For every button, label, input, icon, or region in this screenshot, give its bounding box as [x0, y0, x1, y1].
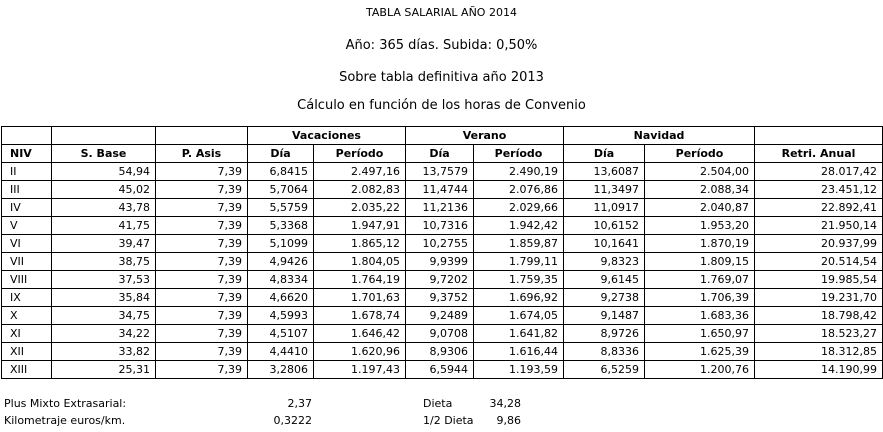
cell-vacaciones-dia: 5,1099: [248, 235, 314, 253]
cell-vacaciones-dia: 4,4410: [248, 343, 314, 361]
cell-vacaciones-dia: 5,3368: [248, 217, 314, 235]
cell-s-base: 37,53: [52, 271, 156, 289]
header-empty: [156, 127, 248, 145]
cell-verano-dia: 10,2755: [406, 235, 474, 253]
cell-vacaciones-periodo: 1.947,91: [314, 217, 406, 235]
table-row: [2, 361, 883, 379]
table-row: [2, 199, 883, 217]
cell-navidad-dia: 8,9726: [564, 325, 645, 343]
kilometraje-label: Kilometraje euros/km.: [4, 414, 126, 427]
cell-navidad-periodo: 1.809,15: [645, 253, 755, 271]
cell-verano-periodo: 1.859,87: [474, 235, 564, 253]
table-row: [2, 181, 883, 199]
cell-niv: IV: [2, 199, 52, 217]
cell-niv: IX: [2, 289, 52, 307]
header-verano: Verano: [406, 127, 564, 145]
footer-row-kilometraje: [0, 412, 883, 430]
cell-p-asis: 7,39: [156, 361, 248, 379]
cell-vacaciones-dia: 4,9426: [248, 253, 314, 271]
table-row: [2, 235, 883, 253]
plus-mixto-label: Plus Mixto Extrasarial:: [4, 397, 127, 410]
cell-retri-anual: 20.514,54: [755, 253, 883, 271]
cell-vacaciones-periodo: 1.764,19: [314, 271, 406, 289]
header-vacaciones: Vacaciones: [248, 127, 406, 145]
cell-verano-periodo: 2.029,66: [474, 199, 564, 217]
cell-niv: II: [2, 163, 52, 181]
cell-retri-anual: 19.985,54: [755, 271, 883, 289]
cell-niv: XII: [2, 343, 52, 361]
cell-s-base: 43,78: [52, 199, 156, 217]
cell-navidad-dia: 9,8323: [564, 253, 645, 271]
cell-verano-dia: 9,3752: [406, 289, 474, 307]
table-row: [2, 217, 883, 235]
table-row: [2, 271, 883, 289]
cell-verano-periodo: 1.942,42: [474, 217, 564, 235]
header-navidad-periodo: Período: [645, 145, 755, 163]
cell-s-base: 39,47: [52, 235, 156, 253]
cell-verano-dia: 8,9306: [406, 343, 474, 361]
cell-navidad-dia: 6,5259: [564, 361, 645, 379]
cell-navidad-dia: 8,8336: [564, 343, 645, 361]
cell-verano-dia: 6,5944: [406, 361, 474, 379]
cell-navidad-periodo: 1.650,97: [645, 325, 755, 343]
cell-niv: VII: [2, 253, 52, 271]
cell-verano-dia: 9,0708: [406, 325, 474, 343]
cell-vacaciones-periodo: 2.035,22: [314, 199, 406, 217]
dieta-value: 34,28: [489, 397, 521, 410]
cell-verano-dia: 9,7202: [406, 271, 474, 289]
cell-p-asis: 7,39: [156, 181, 248, 199]
header-retri-anual: Retri. Anual: [755, 145, 883, 163]
plus-mixto-value: 2,37: [287, 397, 312, 410]
cell-vacaciones-periodo: 1.678,74: [314, 307, 406, 325]
cell-verano-dia: 11,4744: [406, 181, 474, 199]
cell-vacaciones-periodo: 1.620,96: [314, 343, 406, 361]
cell-navidad-dia: 11,3497: [564, 181, 645, 199]
table-row: [2, 343, 883, 361]
group-header-row: [2, 127, 883, 145]
cell-vacaciones-periodo: 1.865,12: [314, 235, 406, 253]
header-vacaciones-dia: Día: [248, 145, 314, 163]
cell-navidad-periodo: 1.870,19: [645, 235, 755, 253]
cell-niv: XIII: [2, 361, 52, 379]
header-niv: NIV: [2, 145, 52, 163]
header-p-asis: P. Asis: [156, 145, 248, 163]
table-row: [2, 163, 883, 181]
cell-p-asis: 7,39: [156, 199, 248, 217]
cell-vacaciones-dia: 4,6620: [248, 289, 314, 307]
cell-s-base: 34,75: [52, 307, 156, 325]
cell-p-asis: 7,39: [156, 271, 248, 289]
table-row: [2, 289, 883, 307]
cell-navidad-dia: 9,6145: [564, 271, 645, 289]
header-verano-dia: Día: [406, 145, 474, 163]
cell-verano-periodo: 1.696,92: [474, 289, 564, 307]
cell-s-base: 25,31: [52, 361, 156, 379]
cell-p-asis: 7,39: [156, 307, 248, 325]
cell-niv: VIII: [2, 271, 52, 289]
footer-row-plus-dieta: [0, 395, 883, 413]
cell-verano-dia: 9,2489: [406, 307, 474, 325]
cell-vacaciones-dia: 4,8334: [248, 271, 314, 289]
cell-retri-anual: 23.451,12: [755, 181, 883, 199]
cell-navidad-dia: 10,6152: [564, 217, 645, 235]
column-header-row: [2, 145, 883, 163]
header-empty: [755, 127, 883, 145]
header-s-base: S. Base: [52, 145, 156, 163]
cell-verano-dia: 9,9399: [406, 253, 474, 271]
year-subtitle: Año: 365 días. Subida: 0,50%: [345, 38, 538, 53]
header-navidad-dia: Día: [564, 145, 645, 163]
cell-vacaciones-periodo: 1.804,05: [314, 253, 406, 271]
table-row: [2, 325, 883, 343]
cell-verano-periodo: 2.076,86: [474, 181, 564, 199]
cell-verano-periodo: 1.641,82: [474, 325, 564, 343]
cell-p-asis: 7,39: [156, 289, 248, 307]
base-subtitle: Sobre tabla definitiva año 2013: [339, 70, 544, 85]
cell-s-base: 54,94: [52, 163, 156, 181]
cell-navidad-periodo: 1.953,20: [645, 217, 755, 235]
cell-vacaciones-periodo: 2.497,16: [314, 163, 406, 181]
cell-vacaciones-periodo: 2.082,83: [314, 181, 406, 199]
cell-s-base: 45,02: [52, 181, 156, 199]
cell-vacaciones-dia: 5,5759: [248, 199, 314, 217]
cell-vacaciones-periodo: 1.197,43: [314, 361, 406, 379]
cell-niv: V: [2, 217, 52, 235]
cell-navidad-periodo: 2.504,00: [645, 163, 755, 181]
cell-retri-anual: 20.937,99: [755, 235, 883, 253]
cell-retri-anual: 18.312,85: [755, 343, 883, 361]
cell-p-asis: 7,39: [156, 163, 248, 181]
cell-p-asis: 7,39: [156, 325, 248, 343]
media-dieta-label: 1/2 Dieta: [423, 414, 474, 427]
cell-retri-anual: 19.231,70: [755, 289, 883, 307]
cell-vacaciones-dia: 4,5993: [248, 307, 314, 325]
cell-retri-anual: 18.798,42: [755, 307, 883, 325]
cell-verano-periodo: 1.759,35: [474, 271, 564, 289]
cell-navidad-dia: 9,1487: [564, 307, 645, 325]
calculation-subtitle: Cálculo en función de los horas de Convenio: [297, 98, 586, 113]
cell-s-base: 38,75: [52, 253, 156, 271]
cell-verano-periodo: 1.799,11: [474, 253, 564, 271]
table-row: [2, 253, 883, 271]
cell-vacaciones-dia: 4,5107: [248, 325, 314, 343]
cell-vacaciones-periodo: 1.701,63: [314, 289, 406, 307]
cell-niv: VI: [2, 235, 52, 253]
document-title: TABLA SALARIAL AÑO 2014: [366, 6, 517, 19]
cell-s-base: 41,75: [52, 217, 156, 235]
cell-verano-dia: 13,7579: [406, 163, 474, 181]
cell-verano-periodo: 1.674,05: [474, 307, 564, 325]
cell-retri-anual: 18.523,27: [755, 325, 883, 343]
kilometraje-value: 0,3222: [273, 414, 312, 427]
cell-navidad-periodo: 1.200,76: [645, 361, 755, 379]
cell-vacaciones-dia: 3,2806: [248, 361, 314, 379]
cell-navidad-dia: 13,6087: [564, 163, 645, 181]
cell-verano-dia: 10,7316: [406, 217, 474, 235]
cell-navidad-periodo: 1.683,36: [645, 307, 755, 325]
salary-table: [1, 126, 883, 379]
cell-verano-periodo: 1.193,59: [474, 361, 564, 379]
cell-verano-dia: 11,2136: [406, 199, 474, 217]
cell-s-base: 34,22: [52, 325, 156, 343]
cell-navidad-dia: 11,0917: [564, 199, 645, 217]
cell-verano-periodo: 1.616,44: [474, 343, 564, 361]
cell-p-asis: 7,39: [156, 217, 248, 235]
cell-navidad-periodo: 1.625,39: [645, 343, 755, 361]
cell-navidad-periodo: 1.769,07: [645, 271, 755, 289]
media-dieta-value: 9,86: [496, 414, 521, 427]
header-navidad: Navidad: [564, 127, 755, 145]
cell-navidad-dia: 10,1641: [564, 235, 645, 253]
header-empty: [52, 127, 156, 145]
cell-p-asis: 7,39: [156, 343, 248, 361]
cell-vacaciones-periodo: 1.646,42: [314, 325, 406, 343]
cell-navidad-periodo: 2.040,87: [645, 199, 755, 217]
cell-niv: X: [2, 307, 52, 325]
cell-verano-periodo: 2.490,19: [474, 163, 564, 181]
cell-navidad-periodo: 1.706,39: [645, 289, 755, 307]
cell-retri-anual: 14.190,99: [755, 361, 883, 379]
cell-p-asis: 7,39: [156, 235, 248, 253]
cell-navidad-dia: 9,2738: [564, 289, 645, 307]
cell-niv: III: [2, 181, 52, 199]
dieta-label: Dieta: [423, 397, 453, 410]
cell-retri-anual: 28.017,42: [755, 163, 883, 181]
cell-retri-anual: 21.950,14: [755, 217, 883, 235]
cell-s-base: 33,82: [52, 343, 156, 361]
table-row: [2, 307, 883, 325]
header-empty: [2, 127, 52, 145]
cell-retri-anual: 22.892,41: [755, 199, 883, 217]
header-verano-periodo: Período: [474, 145, 564, 163]
salary-table-body: [2, 163, 883, 379]
cell-vacaciones-dia: 5,7064: [248, 181, 314, 199]
cell-vacaciones-dia: 6,8415: [248, 163, 314, 181]
cell-s-base: 35,84: [52, 289, 156, 307]
cell-niv: XI: [2, 325, 52, 343]
header-vacaciones-periodo: Período: [314, 145, 406, 163]
cell-p-asis: 7,39: [156, 253, 248, 271]
cell-navidad-periodo: 2.088,34: [645, 181, 755, 199]
